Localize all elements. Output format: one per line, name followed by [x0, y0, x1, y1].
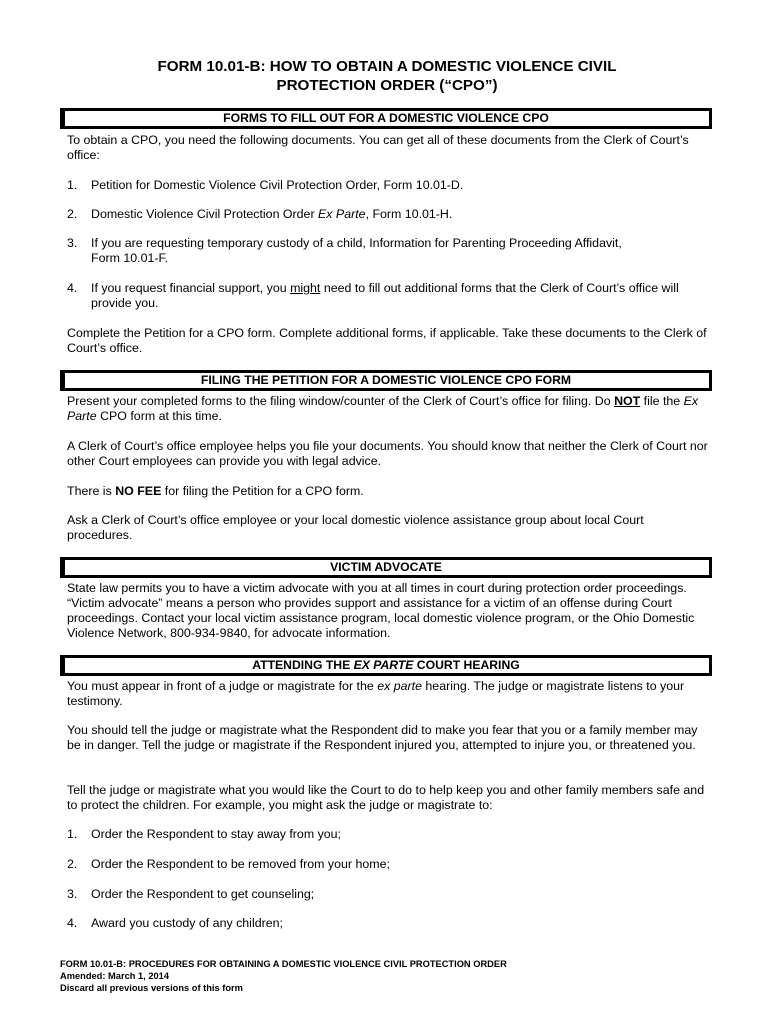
section2-paragraph-4: Ask a Clerk of Court’s office employee or your local domestic violence assistance group about local Court procedures.	[67, 513, 644, 542]
list-item-text: Petition for Domestic Violence Civil Protection Order, Form 10.01-D.	[91, 178, 464, 192]
section1-closing: Complete the Petition for a CPO form. Complete additional forms, if applicable. Take these documents to the Clerk of Court’s office.	[67, 326, 707, 355]
list-item-text: Domestic Violence Civil Protection Order Ex Parte, Form 10.01-H.	[91, 207, 453, 221]
list-item-text: If you are requesting temporary custody of a child, Information for Parenting Proceeding Affidavit, Form 10.01-F.	[91, 236, 622, 265]
page-footer	[60, 958, 710, 994]
list-item-number: 2.	[67, 207, 78, 221]
section-heading-forms: FORMS TO FILL OUT FOR A DOMESTIC VIOLENCE CPO	[60, 108, 712, 129]
list-item-number: 1.	[67, 178, 78, 192]
section2-paragraph-1: Present your completed forms to the filing window/counter of the Clerk of Court’s office for filing. Do NOT file the Ex Parte CPO form at this time.	[67, 394, 699, 423]
section2-paragraph-2: A Clerk of Court’s office employee helps you file your documents. You should know that neither the Clerk of Court nor other Court employees can provide you with legal advice.	[67, 439, 708, 468]
list-item-number: 3.	[67, 887, 78, 901]
section4-paragraph-2: You should tell the judge or magistrate what the Respondent did to make you fear that you or a family member may be in danger. Tell the judge or magistrate if the Respondent injured you, attempted to injure you, or threatened you.	[67, 723, 698, 752]
list-item-text: Order the Respondent to get counseling;	[91, 887, 315, 901]
section3-paragraph-1: State law permits you to have a victim advocate with you at all times in court during protection order proceedings. “Victim advocate” means a person who provides support and assistance for a victim of an offense during Court proceedings. Contact your local victim assistance program, local domestic violence program, or the Ohio Domestic Violence Network, 800-934-9840, for advocate information.	[67, 581, 695, 640]
footer-discard-note: Discard all previous versions of this form	[60, 983, 243, 993]
page-title	[60, 57, 714, 95]
list-item-text: If you request financial support, you might need to fill out additional forms that the Clerk of Court’s office will provide you.	[91, 281, 679, 310]
section1-intro: To obtain a CPO, you need the following documents. You can get all of these documents from the Clerk of Court’s office:	[67, 133, 689, 162]
section4-paragraph-3: Tell the judge or magistrate what you would like the Court to do to help keep you and other family members safe and to protect the children. For example, you might ask the judge or magistrate to:	[67, 783, 705, 812]
list-item-text: Award you custody of any children;	[91, 916, 283, 930]
list-item-text: Order the Respondent to be removed from your home;	[91, 857, 390, 871]
list-item-number: 3.	[67, 236, 78, 250]
title-line-2: PROTECTION ORDER (“CPO”)	[276, 77, 498, 94]
section-heading-victim-advocate: VICTIM ADVOCATE	[60, 557, 712, 578]
title-line-1: FORM 10.01-B: HOW TO OBTAIN A DOMESTIC VIOLENCE CIVIL	[157, 58, 617, 75]
section2-paragraph-3: There is NO FEE for filing the Petition for a CPO form.	[67, 484, 364, 498]
list-item-number: 1.	[67, 827, 78, 841]
list-item-number: 4.	[67, 281, 78, 295]
section-heading-filing: FILING THE PETITION FOR A DOMESTIC VIOLENCE CPO FORM	[60, 370, 712, 391]
footer-form-title: FORM 10.01-B: PROCEDURES FOR OBTAINING A DOMESTIC VIOLENCE CIVIL PROTECTION ORDER	[60, 959, 507, 969]
list-item-number: 4.	[67, 916, 78, 930]
footer-amended-date: Amended: March 1, 2014	[60, 971, 170, 981]
list-item-text: Order the Respondent to stay away from you;	[91, 827, 342, 841]
section-heading-ex-parte-hearing: ATTENDING THE EX PARTE COURT HEARING	[60, 655, 712, 676]
list-item-number: 2.	[67, 857, 78, 871]
section4-paragraph-1: You must appear in front of a judge or magistrate for the ex parte hearing. The judge or magistrate listens to your testimony.	[67, 679, 685, 708]
